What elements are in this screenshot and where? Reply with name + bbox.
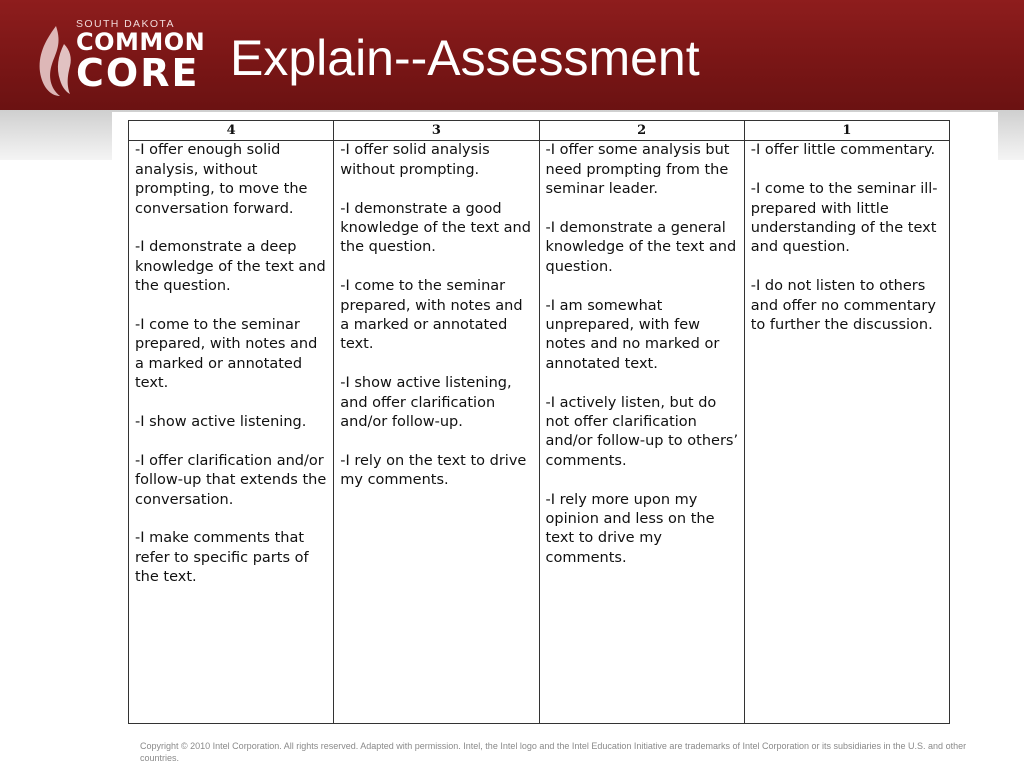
descriptor-item: -I come to the seminar ill-prepared with little understanding of the text and question. xyxy=(750,181,938,256)
score-2-descriptors xyxy=(539,141,744,724)
rubric-header-row xyxy=(129,121,950,141)
score-3-descriptors xyxy=(334,141,539,724)
south-dakota-common-core-logo xyxy=(36,18,206,102)
score-1-descriptors xyxy=(744,141,949,724)
score-header-2: 2 xyxy=(539,121,744,141)
score-header-1: 1 xyxy=(744,121,949,141)
rubric-descriptor-row xyxy=(129,141,950,724)
descriptor-item: -I demonstrate a deep knowledge of the text and the question. xyxy=(135,239,326,295)
descriptor-item: -I rely more upon my opinion and less on the text to drive my comments. xyxy=(545,491,715,566)
flame-icon xyxy=(36,24,74,98)
descriptor-item: -I show active listening, and offer clarification and/or follow-up. xyxy=(340,375,512,431)
score-header-4: 4 xyxy=(129,121,334,141)
logo-state-label: SOUTH DAKOTA xyxy=(76,18,175,30)
descriptor-item: -I actively listen, but do not offer clarification and/or follow-up to others’ comments. xyxy=(545,394,739,469)
copyright-footer: Copyright © 2010 Intel Corporation. All rights reserved. Adapted with permission. Intel, the Intel logo and the Intel Education Initiative are trademarks of Intel Corporation or its subsidiaries in the U.S. and other countries. xyxy=(140,741,967,763)
descriptor-item: -I come to the seminar prepared, with notes and a marked or annotated text. xyxy=(340,278,523,353)
logo-core-label: CORE xyxy=(76,51,200,95)
title-banner xyxy=(0,0,1024,110)
descriptor-item: -I demonstrate a good knowledge of the text and the question. xyxy=(340,200,531,256)
descriptor-item: -I do not listen to others and offer no commentary to further the discussion. xyxy=(750,278,936,334)
descriptor-item: -I am somewhat unprepared, with few notes and no marked or annotated text. xyxy=(545,297,720,372)
assessment-rubric-table xyxy=(128,120,950,724)
descriptor-item: -I offer enough solid analysis, without prompting, to move the conversation forward. xyxy=(135,142,308,217)
descriptor-item: -I rely on the text to drive my comments. xyxy=(340,452,527,489)
descriptor-item: -I offer solid analysis without prompting. xyxy=(340,142,490,178)
descriptor-item: -I make comments that refer to specific parts of the text. xyxy=(135,530,309,586)
logo-common-label: COMMON xyxy=(76,28,206,56)
descriptor-item: -I come to the seminar prepared, with notes and a marked or annotated text. xyxy=(135,317,318,392)
descriptor-item: -I show active listening. xyxy=(135,414,307,431)
score-header-3: 3 xyxy=(334,121,539,141)
slide-title: Explain--Assessment xyxy=(230,30,700,86)
score-4-descriptors xyxy=(129,141,334,724)
rubric-panel xyxy=(112,112,998,730)
descriptor-item: -I offer clarification and/or follow-up that extends the conversation. xyxy=(135,452,327,508)
descriptor-item: -I offer some analysis but need prompting from the seminar leader. xyxy=(545,142,730,198)
descriptor-item: -I demonstrate a general knowledge of the text and question. xyxy=(545,220,737,275)
descriptor-item: -I offer little commentary. xyxy=(750,142,936,159)
logo-text xyxy=(76,18,206,95)
